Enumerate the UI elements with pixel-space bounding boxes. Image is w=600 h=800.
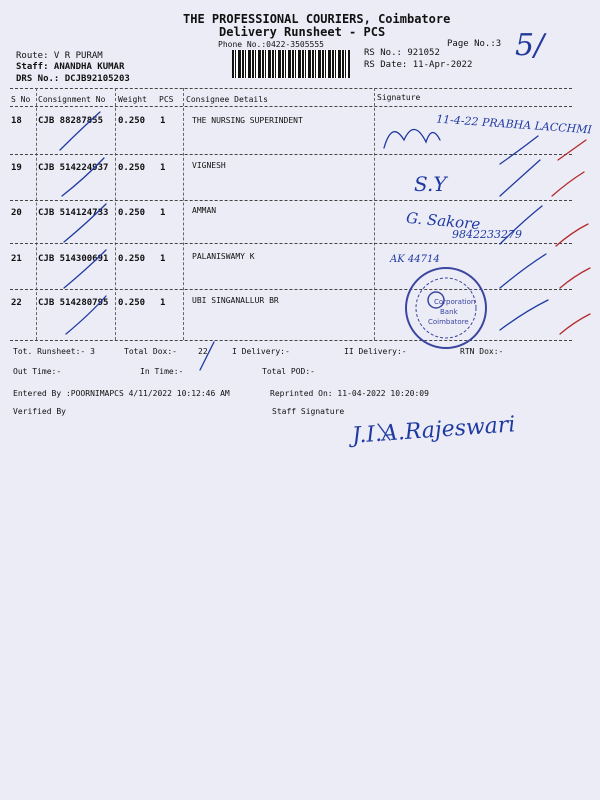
- row-consignee: THE NURSING SUPERINDENT: [192, 116, 303, 125]
- signature-row19: S.Y: [414, 172, 447, 196]
- phone-number: Phone No.:0422-3505555: [218, 40, 324, 49]
- col-pcs: PCS: [159, 95, 174, 104]
- handwritten-page-mark: 5/: [515, 28, 545, 63]
- row-consignee: AMMAN: [192, 206, 217, 215]
- tick-mark: [60, 112, 100, 150]
- row-pcs: 1: [160, 208, 166, 218]
- tot-runsheet: Tot. Runsheet:- 3: [13, 347, 95, 356]
- row-consignee: VIGNESH: [192, 161, 226, 170]
- out-time: Out Time:-: [13, 367, 62, 376]
- signature-row21: AK 44714: [390, 254, 440, 265]
- route: Route: V R PURAM: [16, 51, 103, 61]
- runsheet-subtitle: Delivery Runsheet - PCS: [219, 25, 386, 39]
- rs-number: RS No.: 921052: [364, 48, 440, 58]
- total-pod: Total POD:-: [262, 367, 315, 376]
- row-pcs: 1: [160, 116, 166, 126]
- stamp-text-line: Corporation: [434, 298, 476, 306]
- signature-scribble: [384, 129, 440, 148]
- entered-by: Entered By :POORNIMAPCS 4/11/2022 10:12:46 AM: [13, 389, 230, 398]
- i-delivery: I Delivery:-: [232, 347, 290, 356]
- red-tick-mark: [556, 224, 588, 246]
- row-consignment: CJB 514280795: [38, 298, 109, 308]
- page-number: Page No.:3: [447, 39, 502, 49]
- signature-row18: 11-4-22 PRABHA LACCHMI: [435, 112, 593, 137]
- row-pcs: 1: [160, 163, 166, 173]
- in-time: In Time:-: [140, 367, 184, 376]
- row-pcs: 1: [160, 298, 166, 308]
- total-dox-value: 22: [198, 347, 208, 356]
- drs-number: DRS No.: DCJB92105203: [16, 74, 130, 84]
- col-signature: Signature: [377, 93, 421, 102]
- row-weight: 0.250: [118, 163, 146, 173]
- row-consignment: CJB 514124733: [38, 208, 109, 218]
- tick-mark: [500, 300, 548, 330]
- rtn-dox: RTN Dox:-: [460, 347, 504, 356]
- red-tick-mark: [552, 172, 584, 196]
- row-consignment: CJB 514300691: [38, 254, 109, 264]
- row-consignee: UBI SINGANALLUR BR: [192, 296, 279, 305]
- tick-mark: [500, 160, 540, 196]
- red-tick-mark: [558, 140, 586, 160]
- reprinted-on: Reprinted On: 11-04-2022 10:20:09: [270, 389, 429, 398]
- red-tick-mark: [560, 268, 590, 288]
- signature-row20-phone: 9842233279: [452, 228, 522, 241]
- tick-mark: [64, 204, 106, 242]
- col-consignee: Consignee Details: [186, 95, 268, 104]
- tick-mark: [64, 250, 106, 288]
- signature-row20-name: G. Sakore: [405, 208, 482, 234]
- row-sno: 22: [11, 298, 22, 308]
- red-tick-mark: [560, 314, 590, 334]
- staff-signature-ink: J.I.A.Rajeswari: [351, 412, 517, 449]
- stamp-text-line: Coimbatore: [428, 318, 469, 326]
- ii-delivery: II Delivery:-: [344, 347, 407, 356]
- row-sno: 20: [11, 208, 22, 218]
- total-dox-label: Total Dox:-: [124, 347, 177, 356]
- col-sno: S No: [11, 95, 31, 104]
- row-pcs: 1: [160, 254, 166, 264]
- tick-mark: [62, 158, 104, 196]
- bank-stamp: [406, 268, 486, 348]
- row-weight: 0.250: [118, 298, 146, 308]
- company-title: THE PROFESSIONAL COURIERS, Coimbatore: [183, 12, 451, 26]
- col-consignment: Consignment No: [38, 95, 106, 104]
- row-consignment: CJB 514224937: [38, 163, 109, 173]
- row-weight: 0.250: [118, 116, 146, 126]
- col-weight: Weight: [118, 95, 147, 104]
- row-weight: 0.250: [118, 254, 146, 264]
- row-weight: 0.250: [118, 208, 146, 218]
- stamp-text-line: Bank: [440, 308, 458, 316]
- row-consignment: CJB 88287855: [38, 116, 104, 126]
- verified-by: Verified By: [13, 407, 66, 416]
- row-sno: 21: [11, 254, 22, 264]
- staff-signature-label: Staff Signature: [272, 407, 345, 416]
- rs-date: RS Date: 11-Apr-2022: [364, 60, 473, 70]
- row-sno: 19: [11, 163, 22, 173]
- tick-mark: [500, 136, 538, 164]
- staff: Staff: ANANDHA KUMAR: [16, 62, 125, 72]
- row-sno: 18: [11, 116, 22, 126]
- tick-mark: [66, 296, 106, 334]
- tick-mark: [500, 254, 546, 288]
- row-consignee: PALANISWAMY K: [192, 252, 255, 261]
